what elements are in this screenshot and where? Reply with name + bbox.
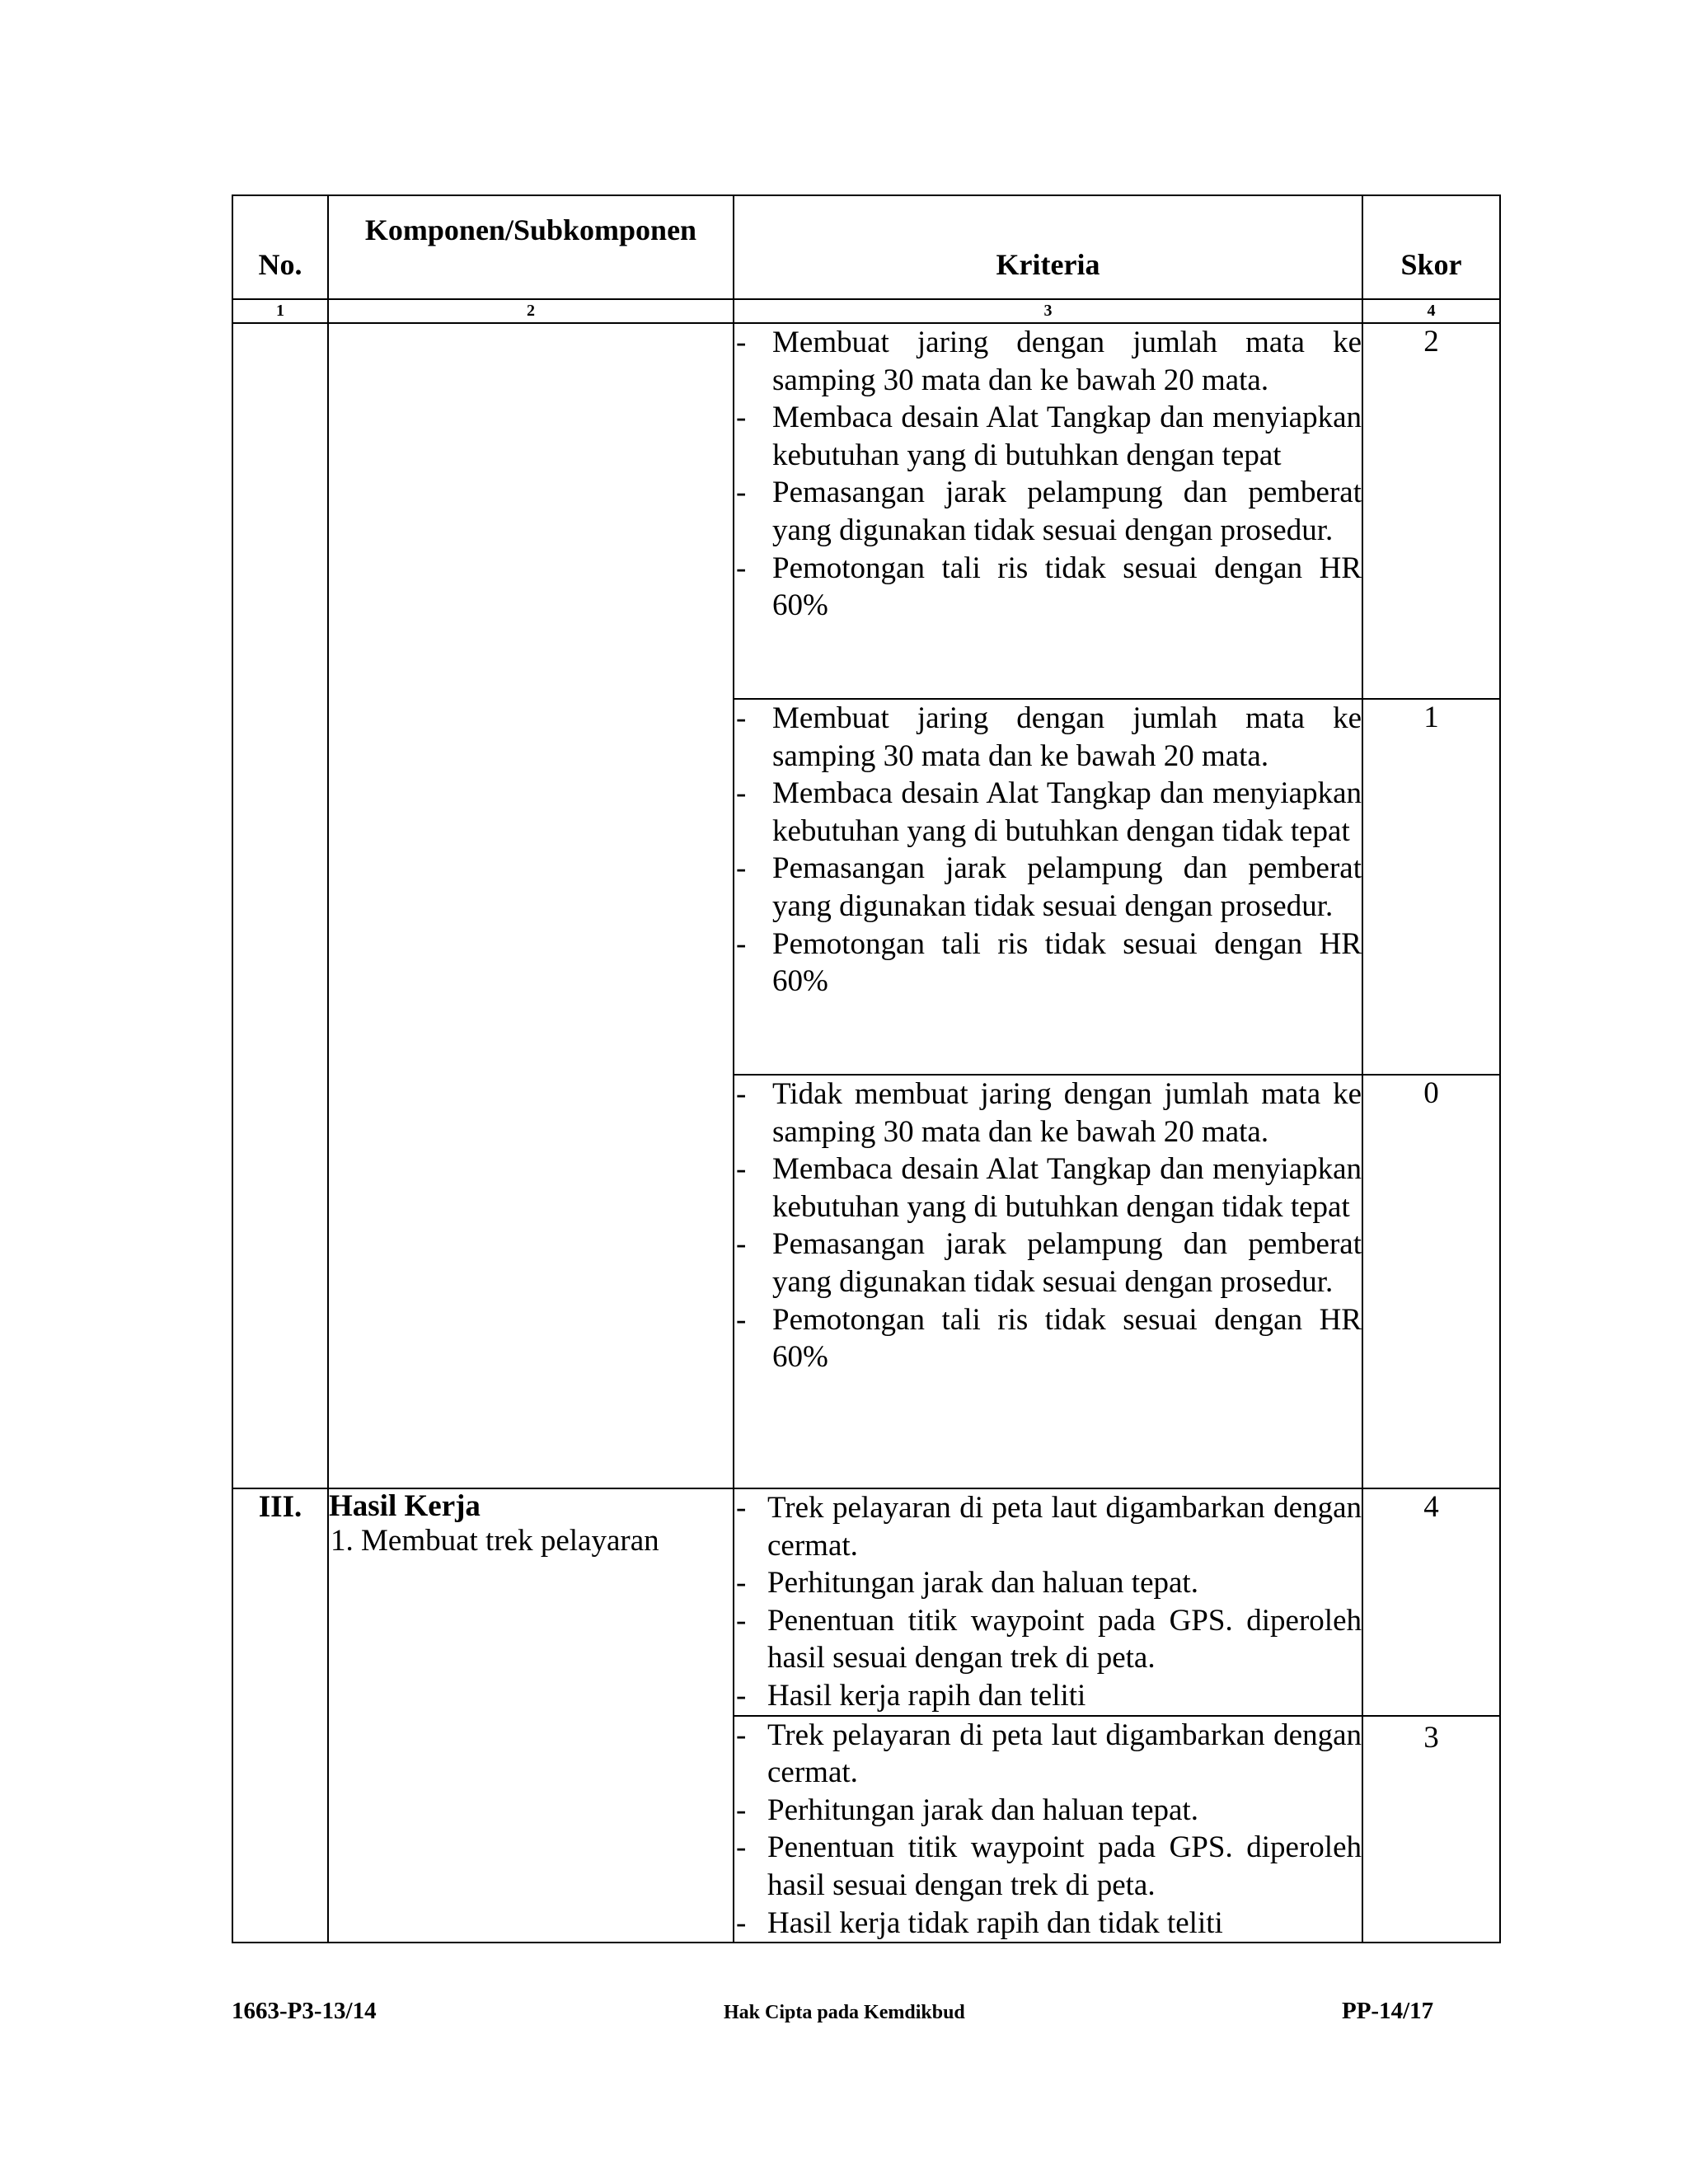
- criteria-list: [734, 1489, 1362, 1715]
- subcomponent-item: 1. Membuat trek pelayaran: [331, 1524, 659, 1558]
- komponen-cell-empty: [328, 323, 734, 1488]
- assessment-rubric-table: [232, 194, 1501, 1943]
- column-number: 3: [734, 299, 1362, 323]
- criteria-item: - Pemasangan jarak pelampung dan pemberat yang digunakan tidak sesuai dengan prosedur.: [734, 1226, 1362, 1301]
- criteria-item: - Trek pelayaran di peta laut digambarkan dengan cermat.: [734, 1717, 1362, 1792]
- column-number-row: [232, 299, 1500, 323]
- criteria-item: - Pemasangan jarak pelampung dan pemberat yang digunakan tidak sesuai dengan prosedur.: [734, 850, 1362, 925]
- criteria-item: - Tidak membuat jaring dengan jumlah mata ke samping 30 mata dan ke bawah 20 mata.: [734, 1076, 1362, 1151]
- score-cell: 2: [1362, 323, 1500, 699]
- criteria-item: - Perhitungan jarak dan haluan tepat.: [734, 1564, 1362, 1602]
- criteria-list: [734, 700, 1362, 1001]
- header-skor: Skor: [1362, 195, 1500, 299]
- header-kriteria: Kriteria: [734, 195, 1362, 299]
- criteria-cell: [734, 323, 1362, 699]
- criteria-item: - Pemotongan tali ris tidak sesuai dengan HR 60%: [734, 550, 1362, 625]
- criteria-item: - Penentuan titik waypoint pada GPS. diperoleh hasil sesuai dengan trek di peta.: [734, 1602, 1362, 1677]
- footer-document-code: 1663-P3-13/14: [232, 1998, 377, 2024]
- score-cell: 0: [1362, 1075, 1500, 1488]
- score-cell: 4: [1362, 1488, 1500, 1716]
- footer-page-number: PP-14/17: [1342, 1998, 1434, 2024]
- criteria-cell: [734, 699, 1362, 1075]
- header-komponen: Komponen/Subkomponen: [328, 195, 734, 299]
- column-number: 4: [1362, 299, 1500, 323]
- criteria-item: - Perhitungan jarak dan haluan tepat.: [734, 1792, 1362, 1830]
- criteria-list: [734, 1717, 1362, 1943]
- criteria-list: [734, 1076, 1362, 1376]
- criteria-item: - Membuat jaring dengan jumlah mata ke samping 30 mata dan ke bawah 20 mata.: [734, 324, 1362, 399]
- criteria-cell: [734, 1488, 1362, 1716]
- criteria-item: - Membuat jaring dengan jumlah mata ke samping 30 mata dan ke bawah 20 mata.: [734, 700, 1362, 775]
- table-header-row: [232, 195, 1500, 299]
- criteria-cell: [734, 1716, 1362, 1943]
- criteria-list: [734, 324, 1362, 625]
- table-row: [232, 323, 1500, 699]
- score-cell: 1: [1362, 699, 1500, 1075]
- criteria-item: - Hasil kerja tidak rapih dan tidak teliti: [734, 1905, 1362, 1943]
- component-title: Hasil Kerja: [329, 1489, 481, 1523]
- criteria-item: - Trek pelayaran di peta laut digambarkan dengan cermat.: [734, 1489, 1362, 1564]
- criteria-item: - Penentuan titik waypoint pada GPS. diperoleh hasil sesuai dengan trek di peta.: [734, 1829, 1362, 1904]
- footer-copyright: Hak Cipta pada Kemdikbud: [724, 2002, 965, 2023]
- criteria-item: - Pemotongan tali ris tidak sesuai dengan HR 60%: [734, 926, 1362, 1001]
- criteria-item: - Membaca desain Alat Tangkap dan menyiapkan kebutuhan yang di butuhkan dengan tidak tepat: [734, 775, 1362, 850]
- no-cell-empty: [232, 323, 328, 1488]
- section-number: III.: [232, 1488, 328, 1943]
- score-cell: 3: [1362, 1716, 1500, 1943]
- komponen-cell: [328, 1488, 734, 1943]
- column-number: 2: [328, 299, 734, 323]
- header-no: No.: [232, 195, 328, 299]
- criteria-item: - Membaca desain Alat Tangkap dan menyiapkan kebutuhan yang di butuhkan dengan tidak tepat: [734, 1151, 1362, 1226]
- criteria-item: - Pemotongan tali ris tidak sesuai dengan HR 60%: [734, 1301, 1362, 1376]
- criteria-item: - Membaca desain Alat Tangkap dan menyiapkan kebutuhan yang di butuhkan dengan tepat: [734, 399, 1362, 474]
- table-row: [232, 1488, 1500, 1716]
- criteria-item: - Hasil kerja rapih dan teliti: [734, 1677, 1362, 1715]
- criteria-item: - Pemasangan jarak pelampung dan pemberat yang digunakan tidak sesuai dengan prosedur.: [734, 474, 1362, 549]
- column-number: 1: [232, 299, 328, 323]
- criteria-cell: [734, 1075, 1362, 1488]
